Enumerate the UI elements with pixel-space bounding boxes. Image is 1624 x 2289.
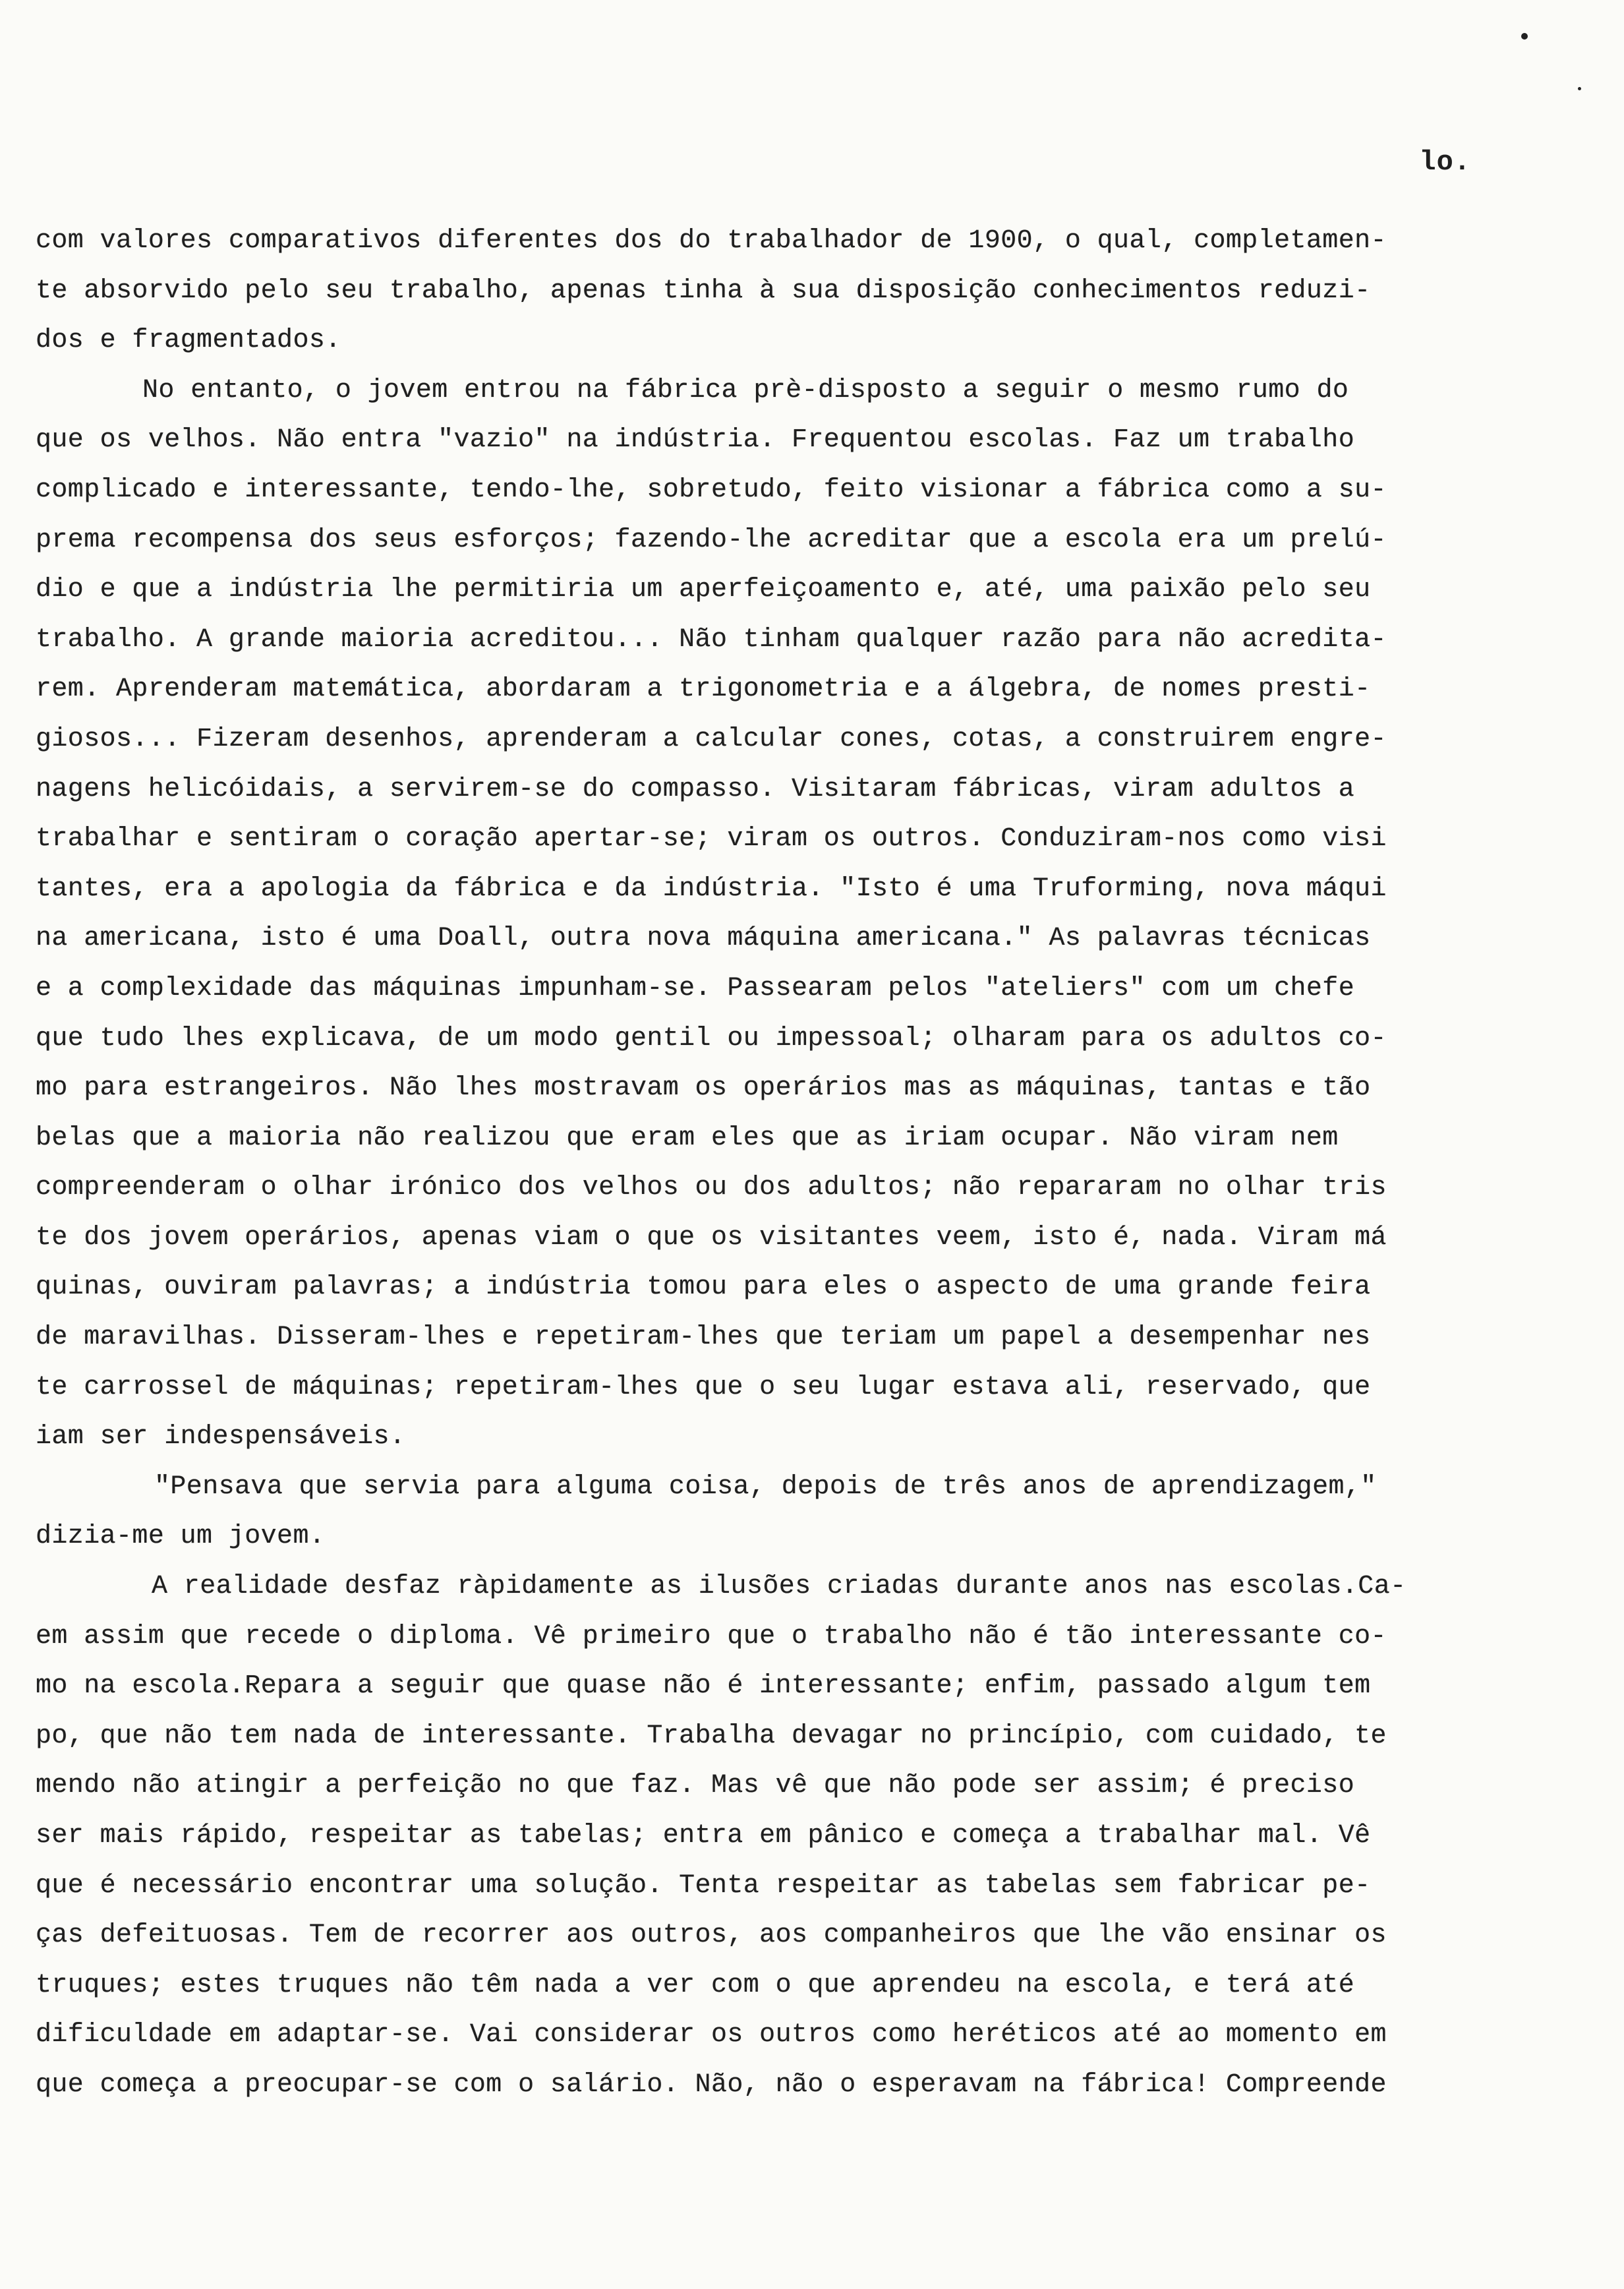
text-line: prema recompensa dos seus esforços; fazendo-lhe acreditar que a escola era um prelú- <box>36 525 1387 555</box>
text-line: na americana, isto é uma Doall, outra nova máquina americana." As palavras técnicas <box>36 924 1371 954</box>
text-line: rem. Aprenderam matemática, abordaram a trigonometria e a álgebra, de nomes presti- <box>36 674 1371 705</box>
text-line: dizia-me um jovem. <box>36 1522 326 1552</box>
text-line: te dos jovem operários, apenas viam o que os visitantes veem, isto é, nada. Viram má <box>36 1222 1387 1253</box>
text-line: A realidade desfaz ràpidamente as ilusões criadas durante anos nas escolas.Ca- <box>152 1572 1406 1602</box>
text-line: compreenderam o olhar irónico dos velhos ou dos adultos; não repararam no olhar tris <box>36 1173 1387 1203</box>
text-line: iam ser indespensáveis. <box>36 1422 406 1452</box>
text-line: e a complexidade das máquinas impunham-se. Passearam pelos "ateliers" com um chefe <box>36 973 1355 1003</box>
text-line: dio e que a indústria lhe permitiria um aperfeiçoamento e, até, uma paixão pelo seu <box>36 575 1371 605</box>
ink-speck <box>1521 33 1528 40</box>
body-text <box>36 216 1509 2110</box>
text-line: complicado e interessante, tendo-lhe, sobretudo, feito visionar a fábrica como a su- <box>36 475 1387 505</box>
text-line: te carrossel de máquinas; repetiram-lhes que o seu lugar estava ali, reservado, que <box>36 1372 1371 1402</box>
text-line: giosos... Fizeram desenhos, aprenderam a calcular cones, cotas, a construirem engre- <box>36 724 1387 754</box>
text-line: te absorvido pelo seu trabalho, apenas tinha à sua disposição conhecimentos reduzi- <box>36 276 1371 306</box>
quote-line: "Pensava que servia para alguma coisa, depois de três anos de aprendizagem," <box>154 1472 1377 1502</box>
text-line: dificuldade em adaptar-se. Vai considerar os outros como heréticos até ao momento em <box>36 2020 1387 2050</box>
text-line: quinas, ouviram palavras; a indústria tomou para eles o aspecto de uma grande feira <box>36 1272 1371 1303</box>
text-line: No entanto, o jovem entrou na fábrica prè-disposto a seguir o mesmo rumo do <box>142 375 1349 405</box>
ink-speck <box>1578 87 1581 90</box>
text-line: po, que não tem nada de interessante. Trabalha devagar no princípio, com cuidado, te <box>36 1721 1387 1751</box>
text-line: tantes, era a apologia da fábrica e da indústria. "Isto é uma Truforming, nova máqui <box>36 874 1387 904</box>
text-line: que tudo lhes explicava, de um modo gentil ou impessoal; olharam para os adultos co- <box>36 1023 1387 1054</box>
text-line: que começa a preocupar-se com o salário. Não, não o esperavam na fábrica! Compreende <box>36 2069 1387 2100</box>
text-line: em assim que recede o diploma. Vê primeiro que o trabalho não é tão interessante co- <box>36 1621 1387 1651</box>
text-line: que é necessário encontrar uma solução. Tenta respeitar as tabelas sem fabricar pe- <box>36 1870 1371 1901</box>
text-line: belas que a maioria não realizou que eram eles que as iriam ocupar. Não viram nem <box>36 1123 1339 1153</box>
text-line: que os velhos. Não entra "vazio" na indústria. Frequentou escolas. Faz um trabalho <box>36 425 1355 456</box>
text-line: ser mais rápido, respeitar as tabelas; entra em pânico e começa a trabalhar mal. Vê <box>36 1821 1371 1851</box>
text-line: dos e fragmentados. <box>36 326 341 356</box>
text-line: ças defeituosas. Tem de recorrer aos outros, aos companheiros que lhe vão ensinar os <box>36 1920 1387 1951</box>
text-line: mo na escola.Repara a seguir que quase não é interessante; enfim, passado algum tem <box>36 1671 1371 1702</box>
text-line: de maravilhas. Disseram-lhes e repetiram-lhes que teriam um papel a desempenhar nes <box>36 1323 1371 1353</box>
page-number: lo. <box>1419 146 1471 178</box>
text-line: truques; estes truques não têm nada a ver com o que aprendeu na escola, e terá até <box>36 1970 1355 2000</box>
text-line: trabalho. A grande maioria acreditou... Não tinham qualquer razão para não acredita- <box>36 624 1387 655</box>
text-line: com valores comparativos diferentes dos do trabalhador de 1900, o qual, completamen- <box>36 226 1387 256</box>
text-line: trabalhar e sentiram o coração apertar-se; viram os outros. Conduziram-nos como visi <box>36 824 1387 854</box>
text-line: mo para estrangeiros. Não lhes mostravam os operários mas as máquinas, tantas e tão <box>36 1073 1371 1104</box>
text-line: nagens helicóidais, a servirem-se do compasso. Visitaram fábricas, viram adultos a <box>36 774 1355 804</box>
text-line: mendo não atingir a perfeição no que faz. Mas vê que não pode ser assim; é preciso <box>36 1771 1355 1801</box>
